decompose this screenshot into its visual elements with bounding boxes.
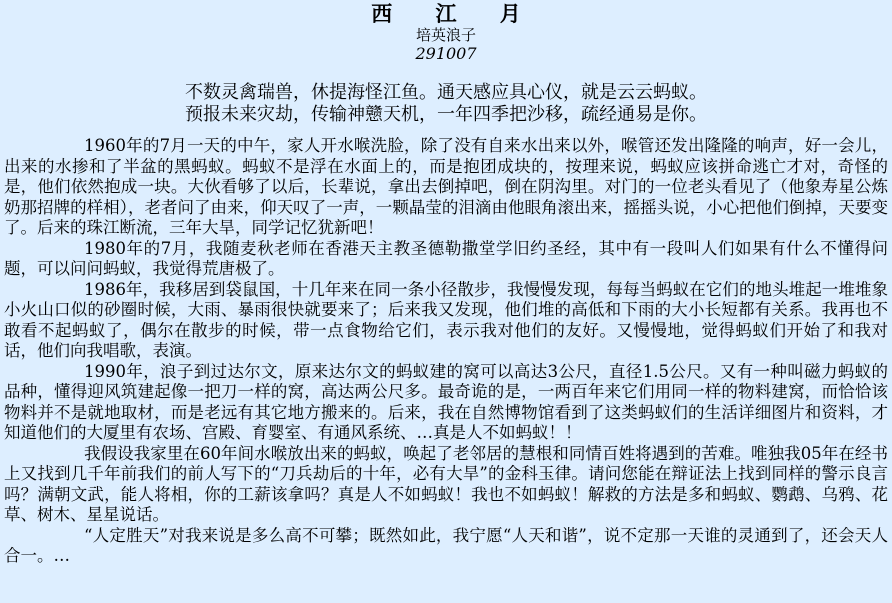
paragraph: 1986年，我移居到袋鼠国，十几年来在同一条小径散步，我慢慢发现，每每当蚂蚁在它们的地头堆起一堆堆象小火山口似的砂圈时候，大雨、暴雨很快就要来了；后来我又发现，他们堆的高低和下雨的大小长短都有关系。我再也不敢看不起蚂蚁了，偶尔在散步的时候，带一点食物给它们，表示我对他们的友好。又慢慢地，觉得蚂蚁们开始了和我对话，他们向我唱歌，表演。 (4, 279, 888, 360)
document-header (0, 0, 892, 64)
paragraph: 1990年，浪子到过达尔文，原来达尔文的蚂蚁建的窝可以高达3公尺，直径1.5公尺。又有一种叫磁力蚂蚁的品种，懂得迎风筑建起像一把刀一样的窝，高达两公尺多。最奇诡的是，一两百年来它们用同一样的物料建窝，而恰恰该物料并不是就地取材，而是老远有其它地方搬来的。后来，我在自然博物馆看到了这类蚂蚁们的生活详细图片和资料，才知道他们的大厦里有农场、宫殿、育婴室、有通风系统、…真是人不如蚂蚁！！ (4, 361, 888, 442)
paragraph: 1960年的7月一天的中午，家人开水喉洗脸，除了没有自来水出来以外，喉管还发出隆隆的响声，好一会儿，出来的水掺和了半盆的黑蚂蚁。蚂蚁不是浮在水面上的，而是抱团成块的，按理来说，蚂蚁应该拼命逃亡才对，奇怪的是，他们依然抱成一块。大伙看够了以后，长辈说，拿出去倒掉吧，倒在阴沟里。对门的一位老头看见了（他象寿星公炼奶那招牌的样相），老者问了由来，仰天叹了一声，一颗晶莹的泪滴由他眼角滚出来，摇摇头说，小心把他们倒掉，天要变了。后来的珠江断流，三年大旱，同学记忆犹新吧！ (4, 136, 888, 237)
document-date: 291007 (415, 44, 477, 63)
paragraph: 1980年的7月，我随麦秋老师在香港天主教圣德勒撒堂学旧约圣经，其中有一段叫人们如果有什么不懂得问题，可以问问蚂蚁，我觉得荒唐极了。 (4, 238, 888, 278)
paragraph: 我假设我家里在60年间水喉放出来的蚂蚁，唤起了老邻居的慧根和同情百姓将遇到的苦难。唯独我05年在经书上又找到几千年前我们的前人写下的“刀兵劫后的十年，必有大旱”的金科玉律。请问您能在辩证法上找到同样的警示良言吗？满朝文武，能人将相，你的工薪该拿吗？真是人不如蚂蚁！我也不如蚂蚁！解救的方法是多和蚂蚁、鹦鹉、乌鸦、花草、树木、星星说话。 (4, 443, 888, 524)
poem-line: 预报未来灾劫，传输神戆天机，一年四季把沙移，疏经通易是你。 (185, 104, 707, 125)
author-name: 培英浪子 (415, 26, 476, 44)
paragraph: “人定胜天”对我来说是多么高不可攀；既然如此，我宁愿“人天和谐”，说不定那一天谁的灵通到了，还会天人合一。… (4, 525, 888, 565)
poem (0, 82, 892, 126)
document-title: 西 江 月 (371, 1, 539, 26)
poem-line: 不数灵禽瑞兽，休提海怪江鱼。通天感应具心仪，就是云云蚂蚁。 (185, 82, 707, 103)
document-body (0, 136, 892, 567)
